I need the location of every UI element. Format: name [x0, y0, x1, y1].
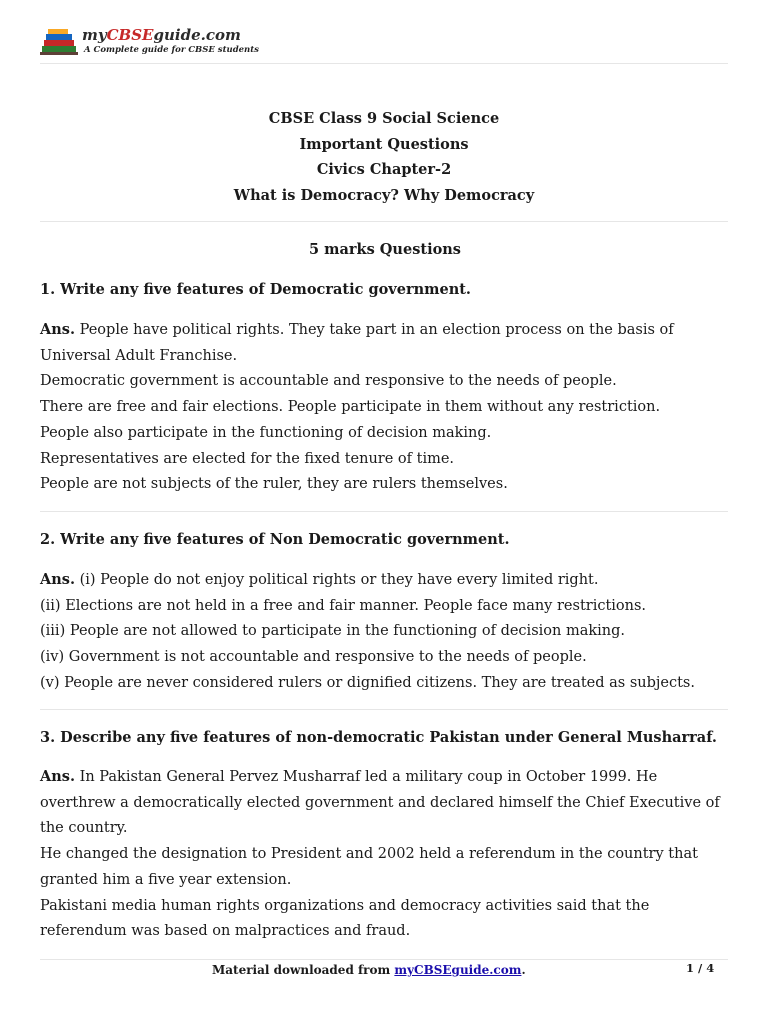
ans-label: Ans. — [40, 768, 76, 785]
question-3 — [40, 725, 730, 751]
title-line-1: CBSE Class 9 Social Science — [268, 110, 500, 127]
divider — [40, 221, 728, 222]
question-text: 2. Write any five features of Non Democratic government. — [40, 531, 510, 548]
brand-suffix: guide.com — [153, 26, 241, 44]
answer-line: People are not subjects of the ruler, they are rulers themselves. — [40, 476, 508, 493]
answer-text: In Pakistan General Pervez Musharraf led a military coup in October 1999. He overthrew a democratically elected government and declared himself the Chief Executive of the country. — [40, 769, 720, 837]
question-text: 3. Describe any five features of non-democratic Pakistan under General Musharraf. — [40, 729, 717, 746]
document-titles — [0, 106, 768, 208]
title-line-2: Important Questions — [299, 135, 469, 153]
ans-label: Ans. — [40, 321, 76, 338]
download-note — [212, 963, 526, 977]
title-line-3: Civics Chapter-2 — [316, 161, 452, 178]
site-link[interactable]: myCBSEguide.com — [394, 963, 522, 977]
section-heading-block — [40, 237, 730, 263]
question-1 — [40, 277, 730, 303]
answer-line: Pakistani media human rights organizations and democracy activities said that the referendum was based on malpractices and fraud. — [40, 897, 650, 940]
books-logo-icon — [40, 26, 80, 58]
answer-line: (ii) Elections are not held in a free and fair manner. People face many restrictions. — [40, 597, 647, 614]
divider — [40, 511, 728, 512]
answer-3 — [40, 764, 730, 945]
answer-line — [40, 764, 730, 842]
answer-text: People have political rights. They take part in an election process on the basis of Universal Adult Franchise. — [40, 322, 674, 364]
answer-line: People also participate in the functioning of decision making. — [40, 424, 492, 441]
title-line-4: What is Democracy? Why Democracy — [233, 186, 535, 204]
answer-line: Representatives are elected for the fixed tenure of time. — [40, 450, 455, 467]
answer-line — [40, 567, 730, 594]
brand-prefix: my — [82, 26, 107, 44]
divider — [40, 709, 728, 710]
brand-tagline: A Complete guide for CBSE students — [84, 45, 259, 55]
brand-name — [82, 26, 241, 44]
answer-2 — [40, 567, 730, 697]
answer-line: Democratic government is accountable and responsive to the needs of people. — [40, 373, 617, 390]
answer-line: (v) People are never considered rulers or dignified citizens. They are treated as subjects. — [40, 674, 695, 691]
site-header — [40, 26, 440, 60]
download-prefix: Material downloaded from — [212, 963, 395, 977]
answer-text: (i) People do not enjoy political rights or they have every limited right. — [75, 572, 599, 588]
answer-line: He changed the designation to President and 2002 held a referendum in the country that granted him a five year extension. — [40, 846, 698, 888]
question-2 — [40, 527, 730, 553]
answer-1 — [40, 317, 730, 498]
answer-line: (iii) People are not allowed to participate in the functioning of decision making. — [40, 623, 625, 640]
brand-main: CBSE — [106, 26, 154, 44]
question-text: 1. Write any five features of Democratic government. — [40, 281, 471, 298]
answer-line: There are free and fair elections. People participate in them without any restriction. — [40, 399, 661, 416]
footer-divider — [40, 959, 728, 960]
answer-line — [40, 317, 730, 369]
section-heading: 5 marks Questions — [309, 241, 461, 258]
download-suffix: . — [521, 963, 526, 977]
page-number: 1 / 4 — [686, 961, 715, 975]
header-divider — [40, 63, 728, 64]
ans-label: Ans. — [40, 571, 76, 588]
answer-line: (iv) Government is not accountable and responsive to the needs of people. — [40, 649, 587, 666]
